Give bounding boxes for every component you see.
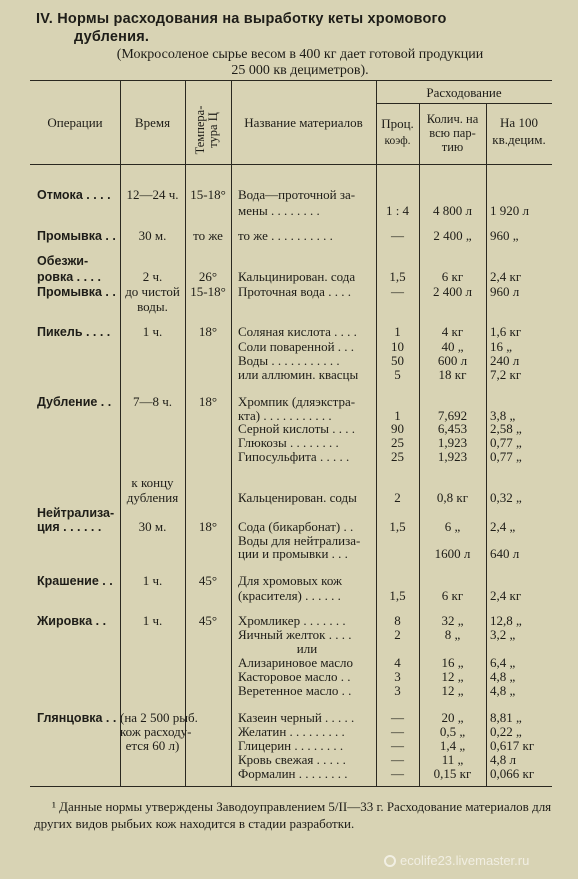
col-divider-material [231,80,232,786]
cell-coef: 4 [394,655,401,670]
cell-time: 2 ч. [142,269,163,284]
cell-coef: 50 [391,353,404,368]
cell-per: 0,22 „ [490,724,522,739]
cell-per: 240 л [490,353,520,368]
cell-qty: 4 800 л [433,203,472,218]
cell-coef: — [391,738,404,753]
cell-per: 2,4 „ [490,519,516,534]
cell-coef: — [391,724,404,739]
cell-coef: 1,5 [389,588,406,603]
cell-per: 3,8 „ [490,408,516,423]
cell-coef: 25 [391,449,404,464]
cell-time: воды. [137,299,168,314]
header-bottom-rule [30,164,552,165]
cell-coef: — [391,766,404,781]
cell-qty: 32 „ [441,613,464,628]
cell-per: 0,77 „ [490,449,522,464]
cell-per: 4,8 л [490,752,516,767]
document-title [36,10,556,46]
cell-coef: 3 [394,669,401,684]
cell-time: (на 2 500 рыб. [120,710,198,725]
cell-mat: Кальценирован. соды [238,490,357,505]
cell-temp: 18° [198,324,218,339]
cell-per: 1 920 л [490,203,529,218]
cell-temp: 18° [198,519,218,534]
cell-per: 640 л [490,546,520,561]
header-material: Название материалов [244,115,363,130]
header-temperature: Темпера- тура Ц [193,105,220,155]
cell-per: 12,8 „ [490,613,522,628]
header-coef: Проц. коэф. [381,116,414,147]
cell-mat: Кровь свежая . . . . . [238,752,346,767]
cell-op: Отмока . . . . [37,188,111,202]
cell-time: 30 м. [138,519,167,534]
cell-mat: Хромликер . . . . . . . [238,613,346,628]
cell-op: Глянцовка . . [37,711,117,725]
header-quantity: Колич. на всю пар- тию [426,112,479,154]
cell-time: к концу [131,475,174,490]
cell-qty: 16 „ [441,655,464,670]
cell-coef: 10 [391,339,404,354]
cell-mat: Кальцинирован. сода [238,269,356,284]
cell-coef: — [391,284,404,299]
watermark-logo-icon [384,855,396,867]
cell-op: Нейтрализа- [37,506,115,520]
col-divider-per100 [486,103,487,786]
cell-time: 1 ч. [142,573,163,588]
cell-temp: то же [193,228,223,243]
cell-mat: Желатин . . . . . . . . . [238,724,345,739]
cell-op: Крашение . . [37,574,113,588]
cell-per: 16 „ [490,339,513,354]
cell-mat: (красителя) . . . . . . [238,588,341,603]
cell-coef: 2 [394,627,401,642]
cell-coef: 25 [391,435,404,450]
cell-coef: 3 [394,683,401,698]
cell-qty: 2 400 л [433,284,472,299]
cell-time: 1 ч. [142,613,163,628]
title-line-1: IV. Нормы расходования на выработку кеты хромового [36,11,447,27]
cell-coef: 8 [394,613,401,628]
cell-qty: 11 „ [441,752,464,767]
header-time: Время [134,115,171,130]
cell-mat: Воды для нейтрализа- [238,533,361,548]
cell-time: 30 м. [138,228,167,243]
cell-temp: 45° [198,613,218,628]
consumption-header-rule [376,103,552,104]
cell-qty: 600 л [437,353,468,368]
cell-coef: 1 [394,324,401,339]
cell-qty: 2 400 „ [433,228,472,243]
cell-per: 2,4 кг [490,588,522,603]
cell-mat: или [296,641,318,656]
cell-per: 6,4 „ [490,655,516,670]
col-divider-time [120,80,121,786]
cell-op: Пикель . . . . [37,325,111,339]
cell-coef: 90 [391,421,404,436]
cell-mat: Яичный желток . . . . [238,627,352,642]
cell-per: 3,2 „ [490,627,516,642]
cell-mat: Соляная кислота . . . . [238,324,357,339]
header-consumption: Расходование [426,85,502,100]
cell-per: 0,617 кг [490,738,535,753]
cell-mat: ции и промывки . . . [238,546,348,561]
cell-per: 0,32 „ [490,490,522,505]
cell-mat: мены . . . . . . . . [238,203,320,218]
cell-qty: 4 кг [441,324,464,339]
cell-time: ется 60 л) [125,738,180,753]
cell-mat: Формалин . . . . . . . . [238,766,348,781]
cell-mat: Веретенное масло . . [238,683,352,698]
cell-mat: кта) . . . . . . . . . . . [238,408,332,423]
cell-qty: 18 кг [438,367,467,382]
header-per-100: На 100 кв.децим. [492,115,546,147]
cell-op: Промывка . . [37,285,116,299]
cell-per: 4,8 „ [490,669,516,684]
cell-mat: Глицерин . . . . . . . . [238,738,344,753]
cell-qty: 1,923 [437,449,468,464]
cell-time: кож расходу- [120,724,192,739]
cell-mat: Касторовое масло . . [238,669,351,684]
cell-qty: 12 „ [441,683,464,698]
cell-per: 960 „ [490,228,519,243]
cell-coef: 2 [394,490,401,505]
cell-per: 8,81 „ [490,710,522,725]
subtitle-line-1: (Мокросоленое сырье весом в 400 кг дает готовой продукции [116,47,484,62]
cell-per: 7,2 кг [490,367,522,382]
cell-per: 0,77 „ [490,435,522,450]
cell-mat: Ализариновое масло [238,655,354,670]
cell-qty: 6 кг [441,269,464,284]
cell-qty: 0,15 кг [433,766,472,781]
cell-temp: 45° [198,573,218,588]
cell-coef: — [391,228,404,243]
cell-qty: 20 „ [441,710,464,725]
cell-per: 1,6 кг [490,324,522,339]
cell-op: Жировка . . [37,614,107,628]
col-divider-temp [185,80,186,786]
cell-time: 1 ч. [142,324,163,339]
cell-coef: 5 [394,367,401,382]
cell-temp: 15-18° [190,284,226,299]
cell-per: 2,4 кг [490,269,522,284]
cell-mat: Гипосульфита . . . . . [238,449,350,464]
cell-mat: то же . . . . . . . . . . [238,228,333,243]
cell-qty: 6,453 [437,421,468,436]
document-subtitle [60,47,540,79]
table-top-rule [30,80,552,81]
cell-temp: 15-18° [190,187,226,202]
cell-mat: Казеин черный . . . . . [238,710,355,725]
cell-op: ровка . . . . [37,270,101,284]
cell-qty: 0,8 кг [436,490,469,505]
cell-qty: 40 „ [441,339,464,354]
cell-qty: 12 „ [441,669,464,684]
cell-mat: Проточная вода . . . . [238,284,351,299]
cell-coef: 1 : 4 [385,203,410,218]
cell-qty: 8 „ [444,627,461,642]
cell-per: 960 л [490,284,520,299]
header-operations: Операции [47,115,103,130]
cell-time: дубления [126,490,179,505]
cell-mat: Серной кислоты . . . . [238,421,356,436]
cell-qty: 6 кг [441,588,464,603]
cell-per: 2,58 „ [490,421,522,436]
subtitle-line-2: 25 000 кв дециметров). [231,63,369,78]
cell-coef: — [391,752,404,767]
title-line-2: дубления. [74,29,150,45]
cell-mat: Соли поваренной . . . [238,339,355,354]
table-bottom-rule [30,786,552,787]
cell-mat: Для хромовых кож [238,573,342,588]
watermark: ecolife23.livemaster.ru [400,853,530,868]
cell-coef: 1 [394,408,401,423]
cell-qty: 1,4 „ [439,738,466,753]
cell-coef: 1,5 [389,519,406,534]
footnote: ¹ Данные нормы утверждены Заводоуправлением 5/II—33 г. Расходование материалов для других видов рыбьих кож находится в стадии разработки. [34,799,552,831]
cell-qty: 7,692 [437,408,468,423]
cell-time: 12—24 ч. [126,187,179,202]
cell-time: до чистой [125,284,180,299]
cell-per: 0,066 кг [490,766,535,781]
cell-mat: или аллюмин. квасцы [238,367,359,382]
cell-op: Промывка . . [37,229,116,243]
cell-mat: Вода—проточной за- [238,187,356,202]
cell-mat: Сода (бикарбонат) . . [238,519,354,534]
cell-mat: Глюкозы . . . . . . . . [238,435,339,450]
cell-op: Обезжи- [37,254,89,268]
cell-mat: Хромпик (дляэкстра- [238,394,356,409]
cell-time: 7—8 ч. [132,394,173,409]
cell-qty: 1,923 [437,435,468,450]
cell-coef: — [391,710,404,725]
cell-temp: 18° [198,394,218,409]
cell-qty: 1600 л [434,546,471,561]
cell-op: ция . . . . . . [37,520,102,534]
cell-per: 4,8 „ [490,683,516,698]
cell-coef: 1,5 [389,269,406,284]
cell-temp: 26° [198,269,218,284]
cell-op: Дубление . . [37,395,112,409]
cell-qty: 0,5 „ [439,724,466,739]
cell-mat: Воды . . . . . . . . . . . [238,353,340,368]
cell-qty: 6 „ [444,519,461,534]
